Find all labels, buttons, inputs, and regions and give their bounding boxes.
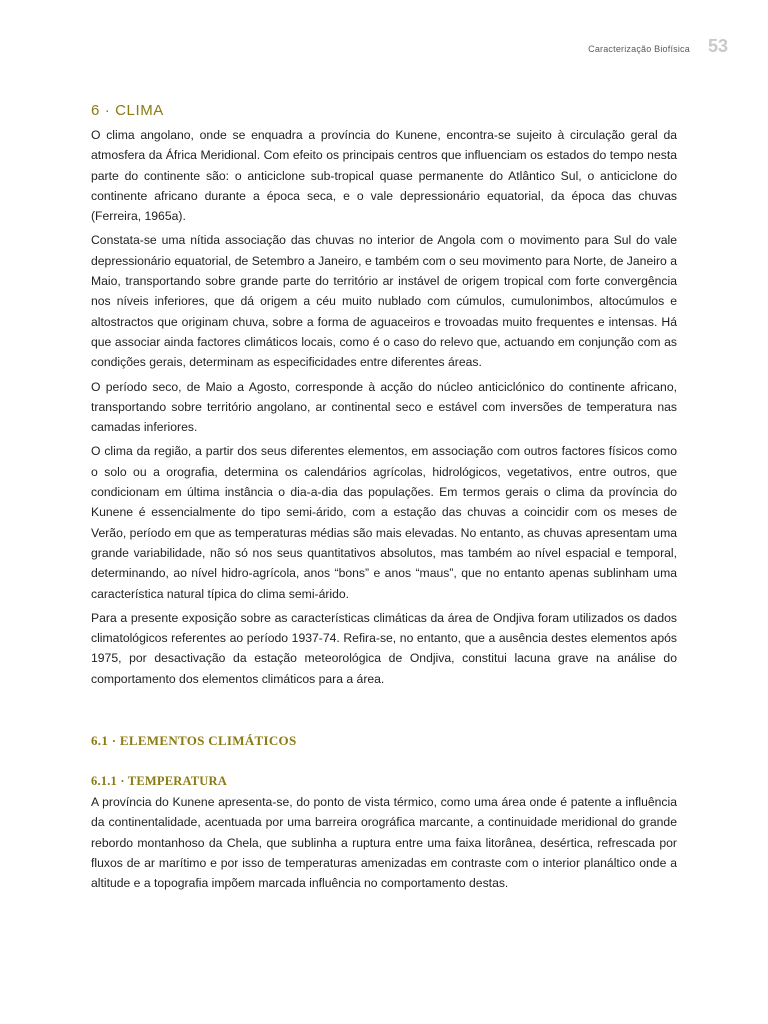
page-number: 53 (707, 36, 728, 56)
page-header (0, 36, 728, 57)
subsection-heading: 6.1 · ELEMENTOS CLIMÁTICOS (91, 733, 297, 749)
paragraph: A província do Kunene apresenta-se, do ponto de vista térmico, como uma área onde é patente a influência da continentalidade, acentuada por uma barreira orográfica marcante, a continuidade meridional do grande rebordo montanhoso da Chela, que sublinha a ruptura entre uma faixa litorânea, desértica, refrescada por fluxos de ar marítimo e por isso de temperaturas amenizadas em contraste com o interior planáltico onde a altitude e a topografia impõem marcada influência no comportamento destas. (91, 795, 677, 891)
paragraph: O período seco, de Maio a Agosto, corresponde à acção do núcleo anticiclónico do continente africano, transportando sobre território angolano, ar continental seco e estável com inversões de temperatura nas camadas inferiores. (91, 379, 677, 435)
paragraph: Constata-se uma nítida associação das chuvas no interior de Angola com o movimento para Sul do vale depressionário equatorial, de Setembro a Janeiro, e também com o seu movimento para Norte, de Janeiro a Maio, transportando sobre grande parte do território ar instável de origem tropical com forte convergência nos níveis inferiores, que dá origem a céu muito nublado com cúmulos, cumulonimbos, altocúmulos e altostractos que originam chuva, sobre a forma de aguaceiros e trovoadas muito frequentes e intensas. Há que associar ainda factores climáticos locais, como é o caso do relevo que, actuando em conjunção com as condições gerais, determinam as especificidades entre diferentes áreas. (91, 233, 677, 370)
subsubsection-heading: 6.1.1 · TEMPERATURA (91, 774, 227, 789)
page-content (91, 102, 677, 898)
running-header-title: Caracterização Biofísica (588, 44, 690, 54)
paragraph: Para a presente exposição sobre as características climáticas da área de Ondjiva foram utilizados os dados climatológicos referentes ao período 1937-74. Refira-se, no entanto, que a ausência destes elementos após 1975, por desactivação da estação meteorológica de Ondjiva, constitui lacuna grave na análise do comportamento dos elementos climáticos para a área. (91, 610, 677, 686)
paragraph: O clima da região, a partir dos seus diferentes elementos, em associação com outros factores físicos como o solo ou a orografia, determina os calendários agrícolas, hidrológicos, vegetativos, entre outros, que condicionam em última instância o dia-a-dia das populações. Em termos gerais o clima da província do Kunene é essencialmente do tipo semi-árido, com a estação das chuvas a coincidir com os meses de Verão, período em que as temperaturas médias são mais elevadas. No entanto, as chuvas apresentam uma grande variabilidade, não só nos seus quantitativos absolutos, mas também ao nível espacial e temporal, determinando, ao nível hidro-agrícola, anos “bons” e anos “maus”, que no entanto apenas sublinham uma característica natural típica do clima semi-árido. (91, 444, 677, 601)
paragraph: O clima angolano, onde se enquadra a província do Kunene, encontra-se sujeito à circulação geral da atmosfera da África Meridional. Com efeito os principais centros que influenciam os estados do tempo nesta parte do continente são: o anticiclone sub-tropical quase permanente do Atlântico Sul, o anticiclone do continente africano durante a época seca, e o vale depressionário equatorial, da época das chuvas (Ferreira, 1965a). (91, 128, 677, 224)
section-heading: 6 · CLIMA (91, 102, 164, 119)
